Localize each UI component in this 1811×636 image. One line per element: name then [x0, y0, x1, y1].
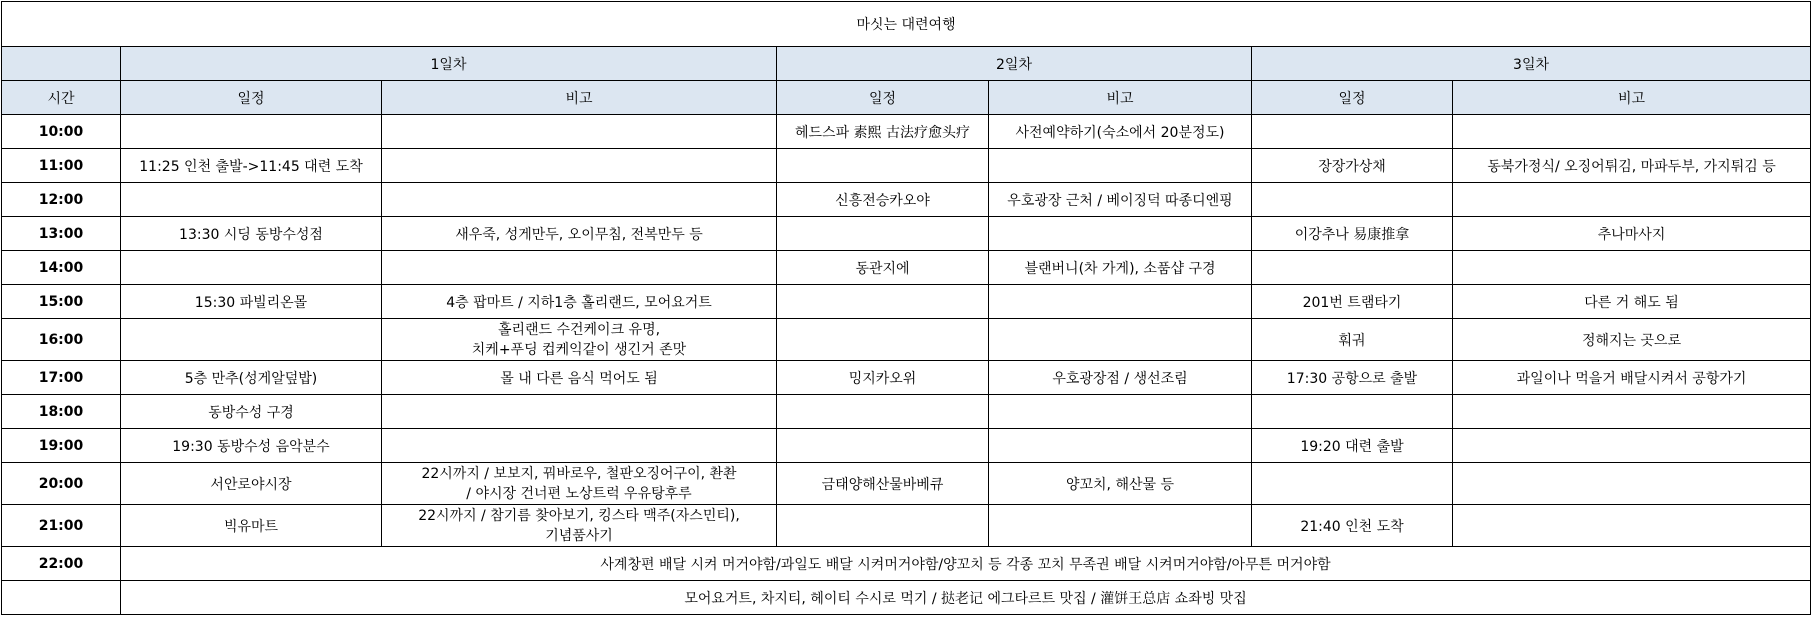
day2-schedule-cell[interactable]: 금태양해산물바베큐 — [777, 463, 989, 505]
day2-schedule-header[interactable]: 일정 — [777, 81, 989, 115]
table-row — [2, 429, 1811, 463]
note-line: 22시까지 / 보보지, 꿔바로우, 철판오징어구이, 촨촨 — [421, 465, 737, 482]
day1-note-cell[interactable] — [382, 183, 777, 217]
day1-note-cell[interactable] — [382, 251, 777, 285]
day2-note-cell[interactable]: 우호광장점 / 생선조림 — [989, 361, 1252, 395]
day3-schedule-cell[interactable]: 201번 트램타기 — [1252, 285, 1453, 319]
day3-note-cell[interactable]: 추나마사지 — [1453, 217, 1811, 251]
time-cell[interactable]: 15:00 — [2, 285, 121, 319]
day2-schedule-cell[interactable] — [777, 319, 989, 361]
time-cell[interactable]: 14:00 — [2, 251, 121, 285]
sheet-title[interactable]: 마싯는 대련여행 — [2, 2, 1811, 47]
day2-schedule-cell[interactable]: 신흥전승카오야 — [777, 183, 989, 217]
day2-note-cell[interactable] — [989, 429, 1252, 463]
table-row — [2, 217, 1811, 251]
day3-schedule-header[interactable]: 일정 — [1252, 81, 1453, 115]
day2-schedule-cell[interactable] — [777, 429, 989, 463]
table-row — [2, 319, 1811, 361]
day3-schedule-cell[interactable] — [1252, 183, 1453, 217]
day3-schedule-cell[interactable] — [1252, 395, 1453, 429]
time-cell[interactable] — [2, 581, 121, 615]
note-line: 기념품사기 — [545, 527, 613, 544]
itinerary-table — [1, 1, 1811, 615]
day1-note-header[interactable]: 비고 — [382, 81, 777, 115]
day1-note-cell[interactable] — [382, 319, 777, 361]
day2-schedule-cell[interactable] — [777, 395, 989, 429]
day3-note-cell[interactable]: 다른 거 해도 됨 — [1453, 285, 1811, 319]
note-line: 22시까지 / 참기름 찾아보기, 킹스타 맥주(자스민티), — [418, 507, 740, 524]
time-cell[interactable]: 12:00 — [2, 183, 121, 217]
day2-schedule-cell[interactable] — [777, 285, 989, 319]
table-row — [2, 115, 1811, 149]
day2-schedule-cell[interactable] — [777, 217, 989, 251]
day1-schedule-cell[interactable]: 11:25 인천 출발->11:45 대련 도착 — [121, 149, 382, 183]
day1-schedule-cell[interactable]: 빅유마트 — [121, 505, 382, 547]
day1-note-cell[interactable] — [382, 463, 777, 505]
day1-note-cell[interactable]: 새우죽, 성게만두, 오이무침, 전복만두 등 — [382, 217, 777, 251]
day1-schedule-cell[interactable] — [121, 319, 382, 361]
day3-header[interactable]: 3일차 — [1252, 47, 1811, 81]
time-cell[interactable]: 21:00 — [2, 505, 121, 547]
day1-note-cell[interactable] — [382, 115, 777, 149]
day3-note-cell[interactable] — [1453, 429, 1811, 463]
day3-note-cell[interactable] — [1453, 395, 1811, 429]
day1-schedule-cell[interactable]: 동방수성 구경 — [121, 395, 382, 429]
day1-schedule-header[interactable]: 일정 — [121, 81, 382, 115]
day2-header[interactable]: 2일차 — [777, 47, 1252, 81]
time-cell[interactable]: 17:00 — [2, 361, 121, 395]
day3-note-cell[interactable]: 동북가정식/ 오징어튀김, 마파두부, 가지튀김 등 — [1453, 149, 1811, 183]
day2-note-cell[interactable] — [989, 149, 1252, 183]
time-cell[interactable]: 11:00 — [2, 149, 121, 183]
day1-schedule-cell[interactable]: 15:30 파빌리온몰 — [121, 285, 382, 319]
day3-note-cell[interactable] — [1453, 115, 1811, 149]
time-cell[interactable]: 20:00 — [2, 463, 121, 505]
table-row — [2, 149, 1811, 183]
day2-note-cell[interactable]: 양꼬치, 해산물 등 — [989, 463, 1252, 505]
day3-schedule-cell[interactable]: 17:30 공항으로 출발 — [1252, 361, 1453, 395]
day1-schedule-cell[interactable] — [121, 183, 382, 217]
table-row — [2, 547, 1811, 581]
day2-note-cell[interactable]: 사전예약하기(숙소에서 20분정도) — [989, 115, 1252, 149]
day2-note-cell[interactable]: 블랜버니(차 가게), 소품샵 구경 — [989, 251, 1252, 285]
day1-note-cell[interactable] — [382, 149, 777, 183]
day2-note-cell[interactable] — [989, 319, 1252, 361]
day1-header[interactable]: 1일차 — [121, 47, 777, 81]
day1-schedule-cell[interactable]: 5층 만추(성게알덮밥) — [121, 361, 382, 395]
corner-cell[interactable] — [2, 47, 121, 81]
day1-schedule-cell[interactable]: 서안로야시장 — [121, 463, 382, 505]
day3-schedule-cell[interactable] — [1252, 115, 1453, 149]
day2-note-cell[interactable] — [989, 395, 1252, 429]
table-row — [2, 361, 1811, 395]
day3-schedule-cell[interactable]: 19:20 대련 출발 — [1252, 429, 1453, 463]
day2-schedule-cell[interactable] — [777, 149, 989, 183]
day3-note-cell[interactable] — [1453, 183, 1811, 217]
day3-note-cell[interactable] — [1453, 505, 1811, 547]
day1-note-cell[interactable] — [382, 505, 777, 547]
day1-note-cell[interactable]: 몰 내 다른 음식 먹어도 됨 — [382, 361, 777, 395]
day3-note-cell[interactable]: 과일이나 먹을거 배달시켜서 공항가기 — [1453, 361, 1811, 395]
time-cell[interactable]: 22:00 — [2, 547, 121, 581]
day3-schedule-cell[interactable]: 이강추나 易康推拿 — [1252, 217, 1453, 251]
day2-note-cell[interactable] — [989, 217, 1252, 251]
merged-note-cell[interactable]: 사계창편 배달 시켜 머거야함/과일도 배달 시켜머거야함/양꼬치 등 각종 꼬치 무족권 배달 시켜머거야함/아무튼 머거야함 — [121, 547, 1811, 581]
time-cell[interactable]: 18:00 — [2, 395, 121, 429]
day1-note-cell[interactable] — [382, 395, 777, 429]
merged-note-cell[interactable]: 모어요거트, 차지티, 헤이티 수시로 먹기 / 挞老记 에그타르트 맛집 / 灌饼王总店 쇼좌빙 맛집 — [121, 581, 1811, 615]
day2-note-header[interactable]: 비고 — [989, 81, 1252, 115]
time-cell[interactable]: 16:00 — [2, 319, 121, 361]
day3-note-cell[interactable]: 정해지는 곳으로 — [1453, 319, 1811, 361]
table-row — [2, 251, 1811, 285]
day1-schedule-cell[interactable] — [121, 251, 382, 285]
day1-schedule-cell[interactable]: 13:30 시딩 동방수성점 — [121, 217, 382, 251]
table-row — [2, 285, 1811, 319]
table-row — [2, 395, 1811, 429]
day1-note-cell[interactable]: 4층 팝마트 / 지하1층 홀리랜드, 모어요거트 — [382, 285, 777, 319]
table-row — [2, 463, 1811, 505]
day1-schedule-cell[interactable] — [121, 115, 382, 149]
day2-schedule-cell[interactable]: 헤드스파 素熙 古法疗愈头疗 — [777, 115, 989, 149]
day3-schedule-cell[interactable] — [1252, 251, 1453, 285]
day2-schedule-cell[interactable]: 동관지에 — [777, 251, 989, 285]
day3-schedule-cell[interactable]: 훠궈 — [1252, 319, 1453, 361]
day2-schedule-cell[interactable]: 밍지카오위 — [777, 361, 989, 395]
day3-schedule-cell[interactable] — [1252, 463, 1453, 505]
table-row — [2, 183, 1811, 217]
table-row — [2, 505, 1811, 547]
day3-schedule-cell[interactable]: 장장가상채 — [1252, 149, 1453, 183]
day2-note-cell[interactable]: 우호광장 근처 / 베이징덕 따종디엔핑 — [989, 183, 1252, 217]
table-row — [2, 581, 1811, 615]
day2-note-cell[interactable] — [989, 285, 1252, 319]
day3-note-cell[interactable] — [1453, 251, 1811, 285]
day1-schedule-cell[interactable]: 19:30 동방수성 음악분수 — [121, 429, 382, 463]
note-line: / 야시장 건너편 노상트럭 우유탕후루 — [466, 485, 692, 502]
time-column-header[interactable]: 시간 — [2, 81, 121, 115]
time-cell[interactable]: 13:00 — [2, 217, 121, 251]
day3-note-header[interactable]: 비고 — [1453, 81, 1811, 115]
time-cell[interactable]: 19:00 — [2, 429, 121, 463]
note-line: 치케+푸딩 컵케익같이 생긴거 존맛 — [471, 341, 687, 358]
note-line: 홀리랜드 수건케이크 유명, — [497, 321, 661, 338]
time-cell[interactable]: 10:00 — [2, 115, 121, 149]
day3-schedule-cell[interactable]: 21:40 인천 도착 — [1252, 505, 1453, 547]
day2-schedule-cell[interactable] — [777, 505, 989, 547]
day3-note-cell[interactable] — [1453, 463, 1811, 505]
day2-note-cell[interactable] — [989, 505, 1252, 547]
day1-note-cell[interactable] — [382, 429, 777, 463]
